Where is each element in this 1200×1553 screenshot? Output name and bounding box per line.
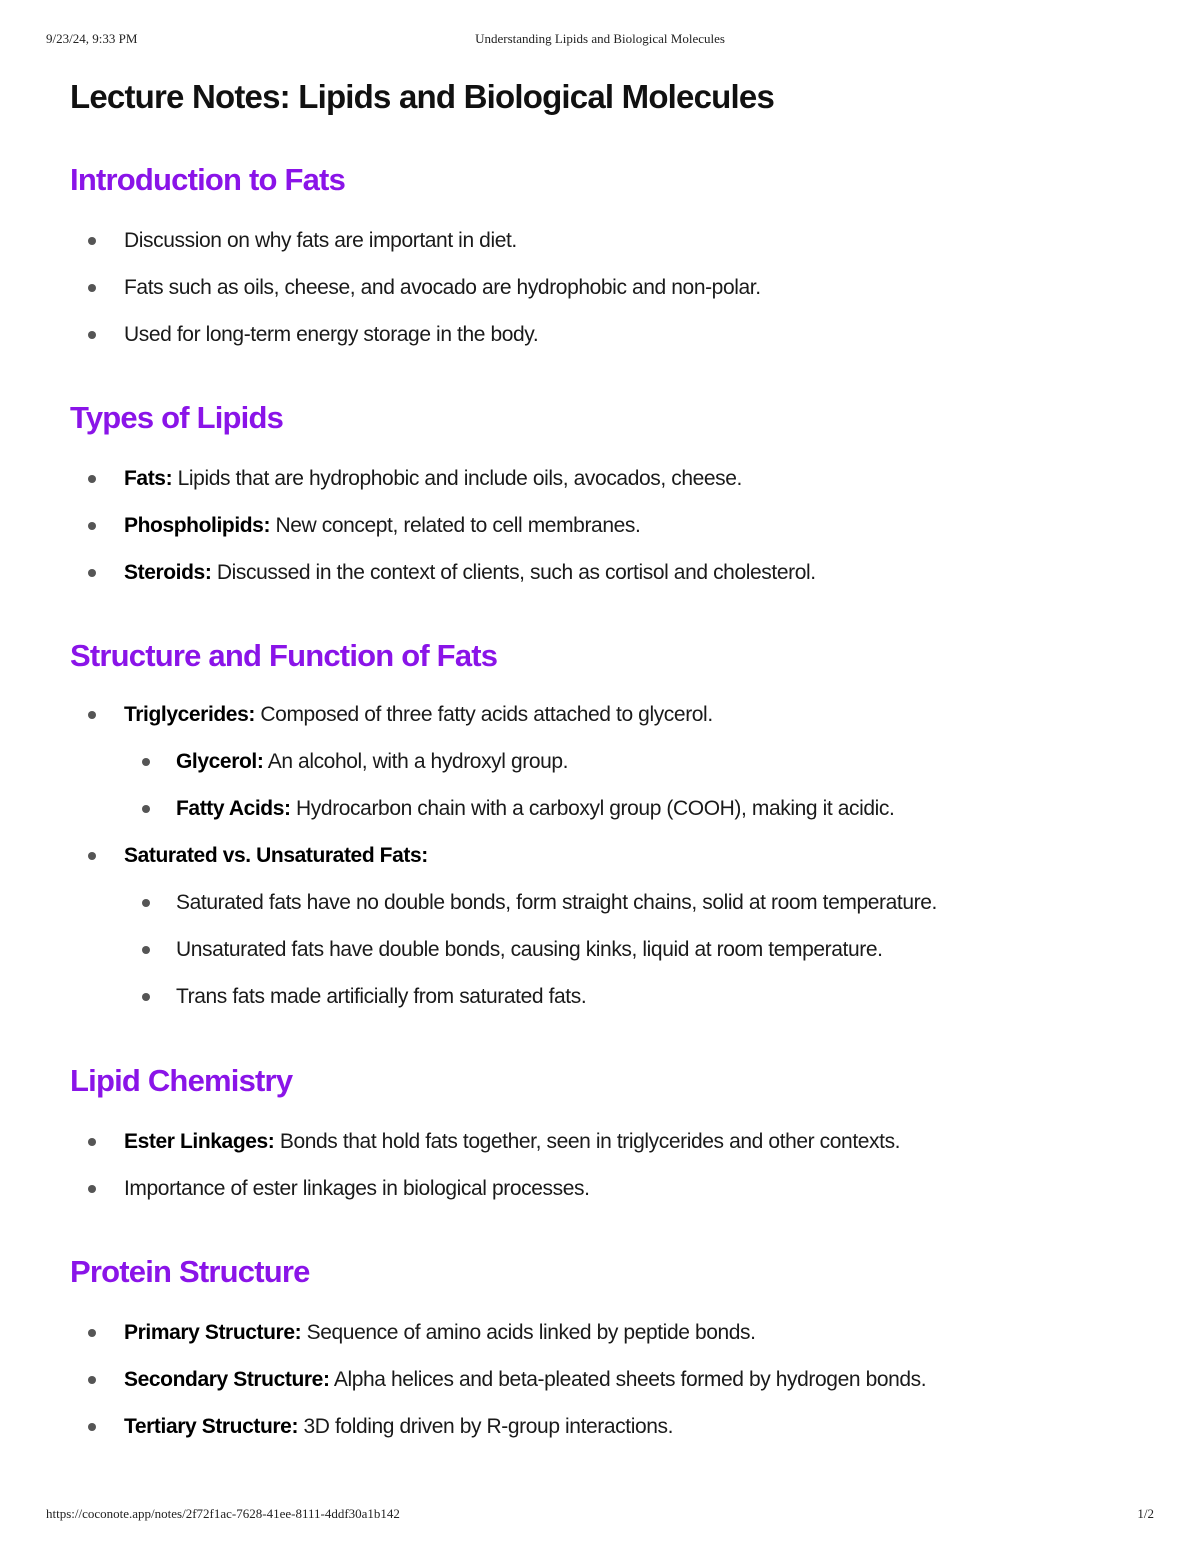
section-heading: Types of Lipids [70, 400, 284, 435]
term-label: Fatty Acids: [176, 797, 291, 820]
bullet-list [70, 220, 1150, 355]
bullet-icon [142, 993, 150, 1001]
list-item: Fats such as oils, cheese, and avocado are hydrophobic and non-polar. [70, 267, 1150, 308]
term-label: Secondary Structure: [124, 1368, 330, 1391]
section-protein-structure [70, 1251, 1150, 1447]
document-content [70, 74, 1150, 1447]
bullet-icon [142, 758, 150, 766]
list-item: Secondary Structure: Alpha helices and beta-pleated sheets formed by hydrogen bonds. [70, 1359, 1150, 1400]
sub-list-item: Trans fats made artificially from saturated fats. [70, 976, 1150, 1017]
list-item: Ester Linkages: Bonds that hold fats together, seen in triglycerides and other contexts. [70, 1121, 1150, 1162]
list-item: Triglycerides: Composed of three fatty acids attached to glycerol. [70, 694, 1150, 735]
section-heading: Introduction to Fats [70, 162, 346, 197]
print-footer [0, 1506, 1200, 1524]
bullet-icon [88, 475, 96, 483]
list-item: Used for long-term energy storage in the body. [70, 314, 1150, 355]
sub-list-item: Fatty Acids: Hydrocarbon chain with a carboxyl group (COOH), making it acidic. [70, 788, 1150, 829]
list-item: Importance of ester linkages in biological processes. [70, 1168, 1150, 1209]
section-heading: Protein Structure [70, 1254, 310, 1289]
term-label: Tertiary Structure: [124, 1415, 299, 1438]
print-header [0, 31, 1200, 49]
list-item: Discussion on why fats are important in diet. [70, 220, 1150, 261]
bullet-icon [88, 1423, 96, 1431]
bullet-icon [88, 1138, 96, 1146]
sub-list-item: Saturated fats have no double bonds, form straight chains, solid at room temperature. [70, 882, 1026, 923]
bullet-list [70, 1121, 1150, 1209]
bullet-list [70, 1312, 1150, 1447]
print-datetime: 9/23/24, 9:33 PM [46, 31, 138, 46]
bullet-icon [88, 331, 96, 339]
bullet-icon [88, 284, 96, 292]
bullet-list [70, 458, 1150, 593]
bullet-icon [88, 522, 96, 530]
term-label: Glycerol: [176, 750, 264, 773]
bullet-icon [142, 946, 150, 954]
sub-list-item: Unsaturated fats have double bonds, causing kinks, liquid at room temperature. [70, 929, 1150, 970]
term-label: Fats: [124, 467, 173, 490]
term-label: Steroids: [124, 561, 212, 584]
bullet-icon [88, 1329, 96, 1337]
bullet-icon [142, 899, 150, 907]
list-item: Steroids: Discussed in the context of clients, such as cortisol and cholesterol. [70, 552, 1150, 593]
term-label: Triglycerides: [124, 703, 255, 726]
section-types-of-lipids [70, 397, 1150, 593]
bullet-icon [142, 805, 150, 813]
section-lipid-chemistry [70, 1060, 1150, 1209]
list-item [70, 835, 1150, 876]
print-page-title: Understanding Lipids and Biological Molecules [475, 31, 725, 46]
term-label: Saturated vs. Unsaturated Fats: [124, 844, 428, 867]
term-label: Phospholipids: [124, 514, 271, 537]
bullet-icon [88, 237, 96, 245]
list-item: Fats: Lipids that are hydrophobic and include oils, avocados, cheese. [70, 458, 1150, 499]
sub-list-item: Glycerol: An alcohol, with a hydroxyl group. [70, 741, 1150, 782]
print-url: https://coconote.app/notes/2f72f1ac-7628-41ee-8111-4ddf30a1b142 [46, 1506, 400, 1521]
section-heading: Lipid Chemistry [70, 1063, 293, 1098]
bullet-icon [88, 852, 96, 860]
term-label: Ester Linkages: [124, 1130, 275, 1153]
bullet-icon [88, 569, 96, 577]
document-title: Lecture Notes: Lipids and Biological Molecules [70, 78, 774, 115]
term-label: Primary Structure: [124, 1321, 302, 1344]
bullet-list [70, 694, 1150, 1017]
bullet-icon [88, 1376, 96, 1384]
section-heading: Structure and Function of Fats [70, 638, 498, 673]
list-item: Primary Structure: Sequence of amino acids linked by peptide bonds. [70, 1312, 1150, 1353]
bullet-icon [88, 711, 96, 719]
section-introduction-to-fats [70, 159, 1150, 355]
list-item: Phospholipids: New concept, related to cell membranes. [70, 505, 1150, 546]
print-page-number: 1/2 [1137, 1506, 1154, 1521]
section-structure-and-function-of-fats [70, 635, 1150, 1017]
bullet-icon [88, 1185, 96, 1193]
list-item: Tertiary Structure: 3D folding driven by R-group interactions. [70, 1406, 1150, 1447]
